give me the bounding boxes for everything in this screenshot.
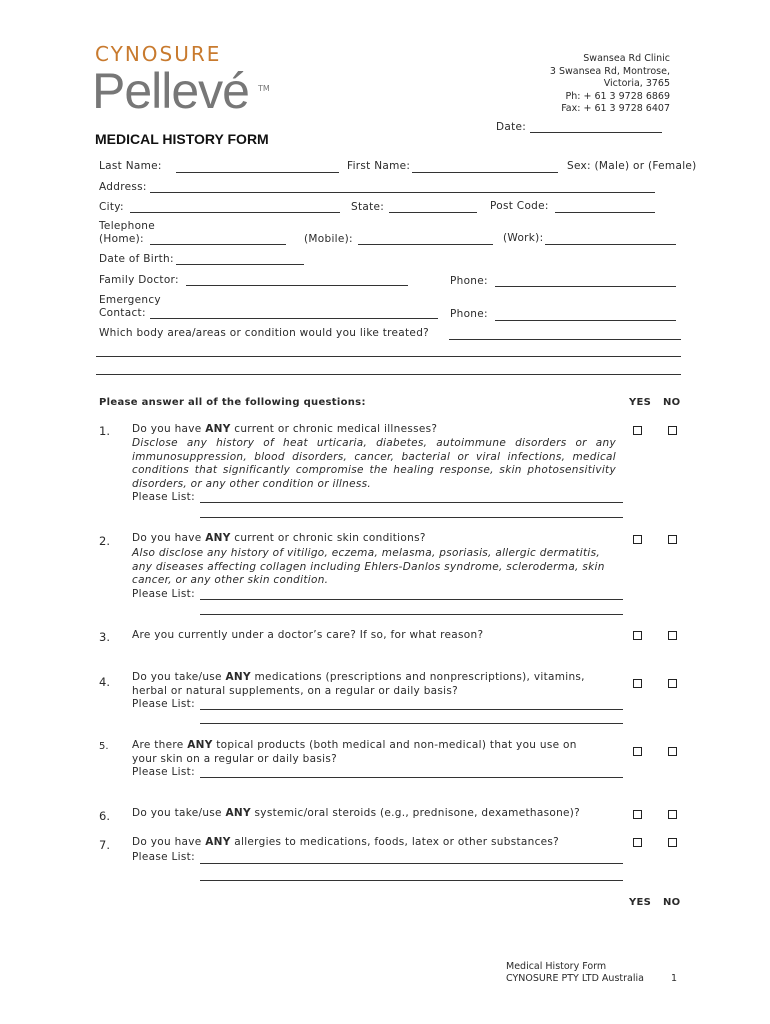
- city-field[interactable]: [130, 212, 340, 213]
- address-label: Address:: [99, 181, 147, 193]
- question-number: 2.: [99, 534, 110, 548]
- state-label: State:: [351, 201, 385, 213]
- body-area-field-2[interactable]: [96, 356, 681, 357]
- question-text: Are you currently under a doctor’s care? If so, for what reason?: [132, 629, 484, 641]
- question-number: 7.: [99, 838, 110, 852]
- clinic-phone: Ph: + 61 3 9728 6869: [565, 90, 670, 102]
- yes-checkbox[interactable]: [633, 838, 642, 847]
- state-field[interactable]: [389, 212, 477, 213]
- no-checkbox[interactable]: [668, 631, 677, 640]
- dob-label: Date of Birth:: [99, 253, 174, 265]
- question-number: 3.: [99, 630, 110, 644]
- telephone-label: Telephone: [99, 220, 156, 232]
- post-code-label: Post Code:: [490, 200, 549, 212]
- answer-line[interactable]: [200, 880, 623, 881]
- no-checkbox[interactable]: [668, 535, 677, 544]
- last-name-field[interactable]: [176, 172, 339, 173]
- clinic-info: [450, 53, 670, 116]
- yes-checkbox[interactable]: [633, 747, 642, 756]
- product-logo-text: Pellevé: [92, 63, 249, 119]
- home-label: (Home):: [99, 233, 144, 245]
- no-checkbox[interactable]: [668, 426, 677, 435]
- yes-checkbox[interactable]: [633, 535, 642, 544]
- page-title: MEDICAL HISTORY FORM: [95, 131, 269, 147]
- answer-line[interactable]: [200, 709, 623, 710]
- home-phone-field[interactable]: [150, 244, 286, 245]
- mobile-phone-field[interactable]: [358, 244, 493, 245]
- question-detail: Also disclose any history of vitiligo, eczema, melasma, psoriasis, allergic dermatitis, any diseases affecting collagen including Ehlers-Danlos syndrome, scleroderma, skin cancer, or any other skin condition.: [132, 547, 605, 586]
- yes-checkbox[interactable]: [633, 810, 642, 819]
- emergency-phone-label: Phone:: [450, 308, 488, 320]
- sex-label[interactable]: Sex: (Male) or (Female): [567, 160, 697, 172]
- emergency-label: Emergency: [99, 294, 161, 306]
- question-number: 6.: [99, 809, 110, 823]
- answer-line[interactable]: [200, 863, 623, 864]
- clinic-fax: Fax: + 61 3 9728 6407: [561, 103, 670, 114]
- answer-line[interactable]: [200, 723, 623, 724]
- please-list-label: Please List:: [132, 491, 195, 503]
- answer-line[interactable]: [200, 777, 623, 778]
- question-number: 5.: [99, 741, 109, 752]
- dob-field[interactable]: [176, 264, 304, 265]
- question-number: 1.: [99, 424, 110, 438]
- question-number: 4.: [99, 675, 110, 689]
- contact-label: Contact:: [99, 307, 146, 319]
- footer-title: Medical History Form: [506, 961, 607, 972]
- clinic-name: Swansea Rd Clinic: [583, 53, 670, 64]
- question-text: Do you have ANY allergies to medications, foods, latex or other substances?: [132, 836, 560, 848]
- please-list-label: Please List:: [132, 698, 195, 710]
- questions-instruction: Please answer all of the following questions:: [99, 397, 366, 408]
- please-list-label: Please List:: [132, 588, 195, 600]
- doctor-phone-label: Phone:: [450, 275, 488, 287]
- yes-checkbox[interactable]: [633, 426, 642, 435]
- yes-checkbox[interactable]: [633, 679, 642, 688]
- no-footer-header: NO: [663, 897, 681, 908]
- yes-footer-header: YES: [629, 897, 652, 908]
- question-text: Are there ANY topical products (both medical and non-medical) that you use on your skin on a regular or daily basis?: [132, 739, 577, 765]
- trademark: TM: [258, 84, 270, 93]
- address-field[interactable]: [150, 192, 655, 193]
- family-doctor-label: Family Doctor:: [99, 274, 179, 286]
- page-number: 1: [671, 973, 678, 984]
- question-text: Do you take/use ANY medications (prescriptions and nonprescriptions), vitamins, herbal or natural supplements, on a regular or daily basis?: [132, 671, 585, 697]
- mobile-label: (Mobile):: [304, 233, 353, 245]
- body-area-field-3[interactable]: [96, 374, 681, 375]
- brand-logo-text: CYNOSURE: [95, 42, 222, 66]
- emergency-phone-field[interactable]: [495, 320, 676, 321]
- please-list-label: Please List:: [132, 851, 195, 863]
- date-field[interactable]: [530, 132, 662, 133]
- answer-line[interactable]: [200, 599, 623, 600]
- footer-company: CYNOSURE PTY LTD Australia: [506, 973, 644, 984]
- post-code-field[interactable]: [555, 212, 655, 213]
- answer-line[interactable]: [200, 517, 623, 518]
- no-checkbox[interactable]: [668, 810, 677, 819]
- please-list-label: Please List:: [132, 766, 195, 778]
- clinic-address2: Victoria, 3765: [603, 78, 670, 89]
- answer-line[interactable]: [200, 614, 623, 615]
- question-text: Do you have ANY current or chronic medical illnesses?: [132, 423, 438, 435]
- no-checkbox[interactable]: [668, 747, 677, 756]
- family-doctor-field[interactable]: [186, 285, 408, 286]
- no-checkbox[interactable]: [668, 679, 677, 688]
- first-name-label: First Name:: [347, 160, 411, 172]
- answer-line[interactable]: [200, 502, 623, 503]
- work-label: (Work):: [503, 232, 544, 244]
- emergency-contact-field[interactable]: [150, 318, 438, 319]
- doctor-phone-field[interactable]: [495, 286, 676, 287]
- first-name-field[interactable]: [412, 172, 558, 173]
- no-header: NO: [663, 397, 681, 408]
- body-area-field[interactable]: [449, 339, 681, 340]
- body-area-label: Which body area/areas or condition would you like treated?: [99, 327, 430, 339]
- city-label: City:: [99, 201, 124, 213]
- no-checkbox[interactable]: [668, 838, 677, 847]
- question-detail: Disclose any history of heat urticaria, diabetes, autoimmune disorders or any immunosuppression, blood disorders, cancer, bacterial or viral infections, medical conditions that significantly compromise the healing response, skin photosensitivity disorders, or any other condition or illness.: [132, 437, 616, 490]
- clinic-address1: 3 Swansea Rd, Montrose,: [549, 65, 670, 77]
- last-name-label: Last Name:: [99, 160, 162, 172]
- question-text: Do you take/use ANY systemic/oral steroids (e.g., prednisone, dexamethasone)?: [132, 807, 581, 819]
- question-text: Do you have ANY current or chronic skin conditions?: [132, 532, 426, 544]
- yes-header: YES: [629, 397, 652, 408]
- yes-checkbox[interactable]: [633, 631, 642, 640]
- date-label: Date:: [496, 121, 527, 133]
- work-phone-field[interactable]: [545, 244, 676, 245]
